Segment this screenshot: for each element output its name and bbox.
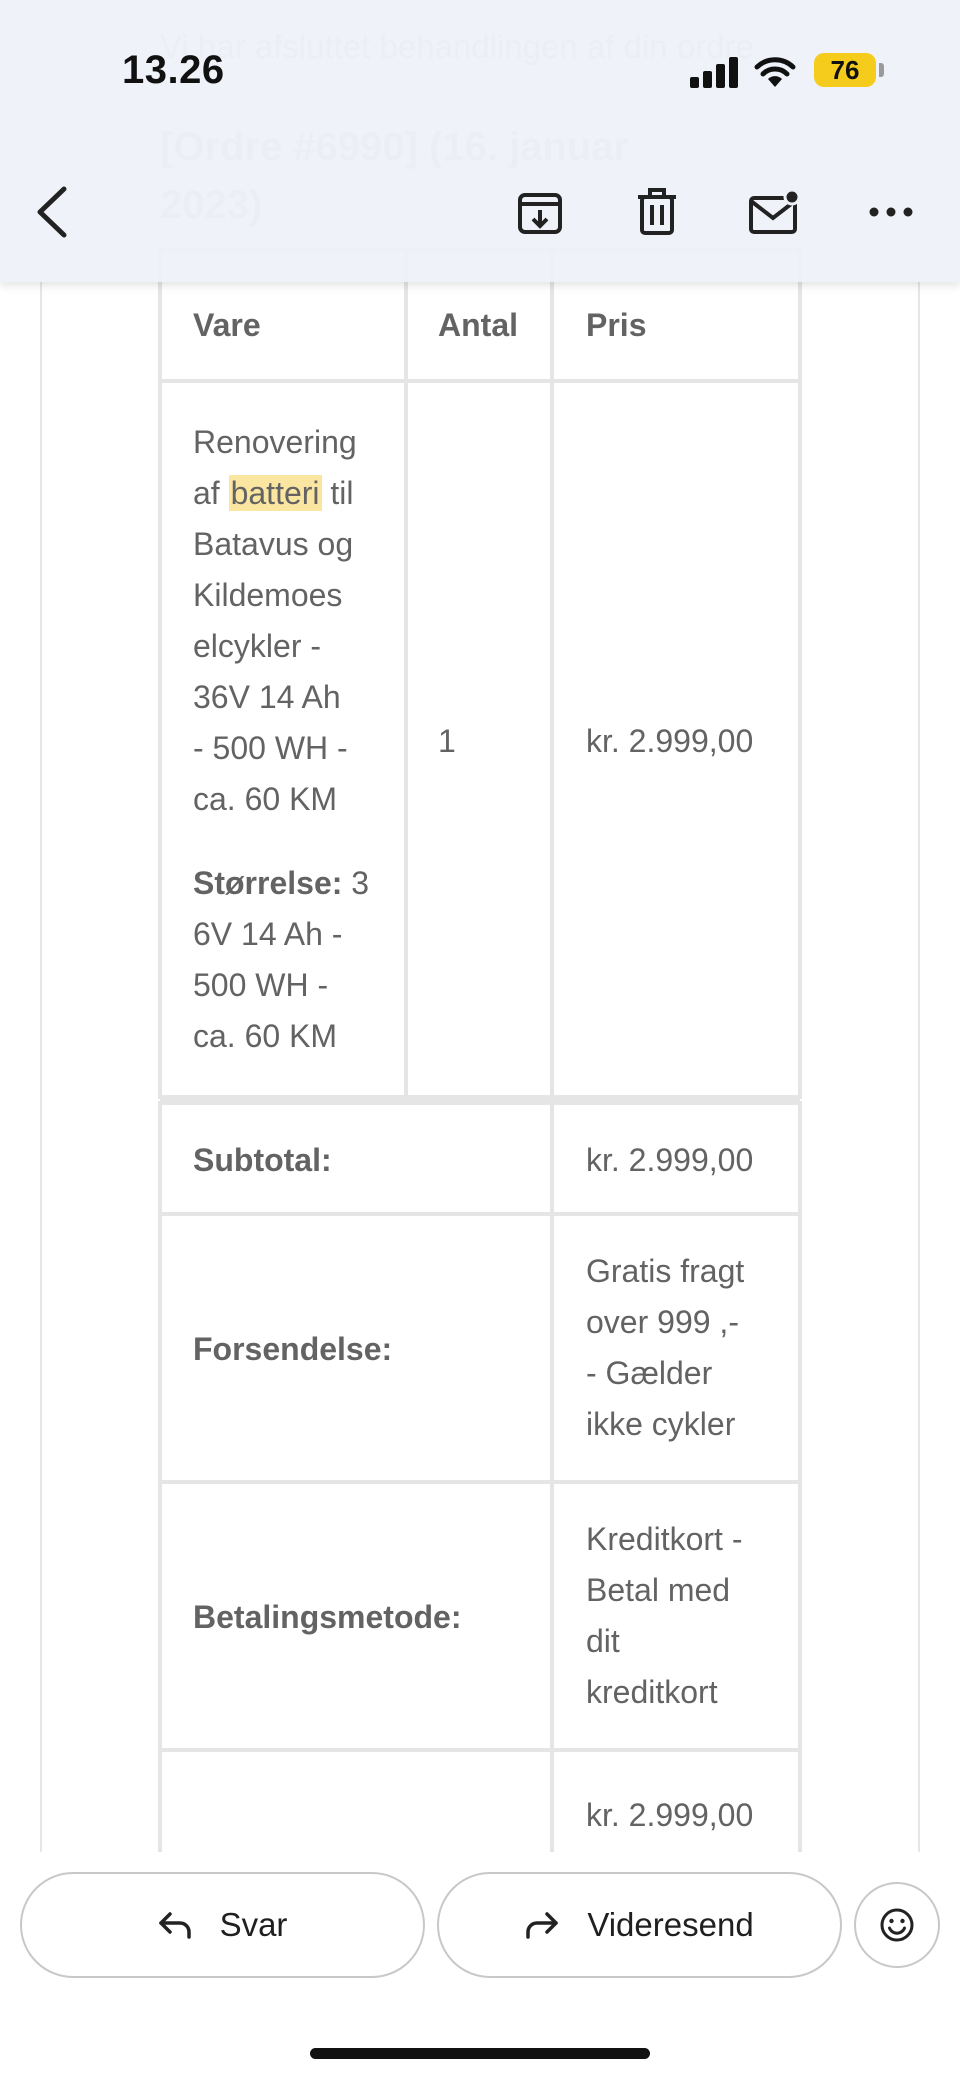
battery-cap bbox=[879, 63, 884, 77]
subtotal-value-cell: kr. 2.999,00 bbox=[552, 1103, 800, 1218]
product-size: Størrelse: 3 6V 14 Ah - 500 WH - ca. 60 KM bbox=[193, 865, 370, 1054]
header-item: Vare bbox=[160, 250, 410, 385]
search-highlight: batteri bbox=[230, 475, 320, 511]
forward-label: Videresend bbox=[587, 1906, 754, 1943]
emoji-reaction-button[interactable] bbox=[854, 1882, 940, 1968]
payment-value-cell: Kreditkort - Betal med dit kreditkort bbox=[552, 1482, 800, 1754]
product-cell bbox=[160, 381, 410, 1097]
mark-unread-icon[interactable] bbox=[744, 182, 804, 242]
wifi-icon bbox=[753, 54, 797, 88]
archive-icon[interactable] bbox=[510, 182, 570, 242]
product-name: Renovering af batteri til Batavus og Kildemoes elcykler - 36V 14 Ah - 500 WH - ca. 60 KM bbox=[193, 424, 357, 817]
header-price: Pris bbox=[552, 250, 800, 385]
shipping-label-cell: Forsendelse: bbox=[160, 1214, 556, 1486]
subtotal-label-cell: Subtotal: bbox=[160, 1103, 556, 1218]
reply-icon bbox=[158, 1911, 192, 1939]
trash-icon[interactable] bbox=[627, 182, 687, 242]
reply-label: Svar bbox=[219, 1906, 288, 1943]
battery-icon: 76 bbox=[814, 53, 876, 87]
forward-button[interactable] bbox=[437, 1872, 842, 1978]
reply-button[interactable] bbox=[20, 1872, 425, 1978]
price-cell: kr. 2.999,00 bbox=[552, 381, 800, 1097]
header-qty: Antal bbox=[406, 250, 556, 385]
bottom-action-bar bbox=[0, 1852, 960, 2081]
status-time: 13.26 bbox=[122, 48, 225, 92]
forward-icon bbox=[525, 1911, 559, 1939]
signal-icon bbox=[690, 56, 738, 88]
payment-label-cell: Betalingsmetode: bbox=[160, 1482, 556, 1754]
more-icon[interactable] bbox=[861, 182, 921, 242]
shipping-value-cell: Gratis fragt over 999 ,- - Gælder ikke cykler bbox=[552, 1214, 800, 1486]
smiley-icon bbox=[879, 1907, 915, 1943]
qty-cell: 1 bbox=[406, 381, 556, 1097]
chevron-left-icon[interactable] bbox=[22, 182, 82, 242]
home-indicator bbox=[310, 2048, 650, 2059]
total-value-cell: kr. 2.999,00 bbox=[552, 1750, 800, 1930]
top-toolbar bbox=[0, 0, 960, 282]
